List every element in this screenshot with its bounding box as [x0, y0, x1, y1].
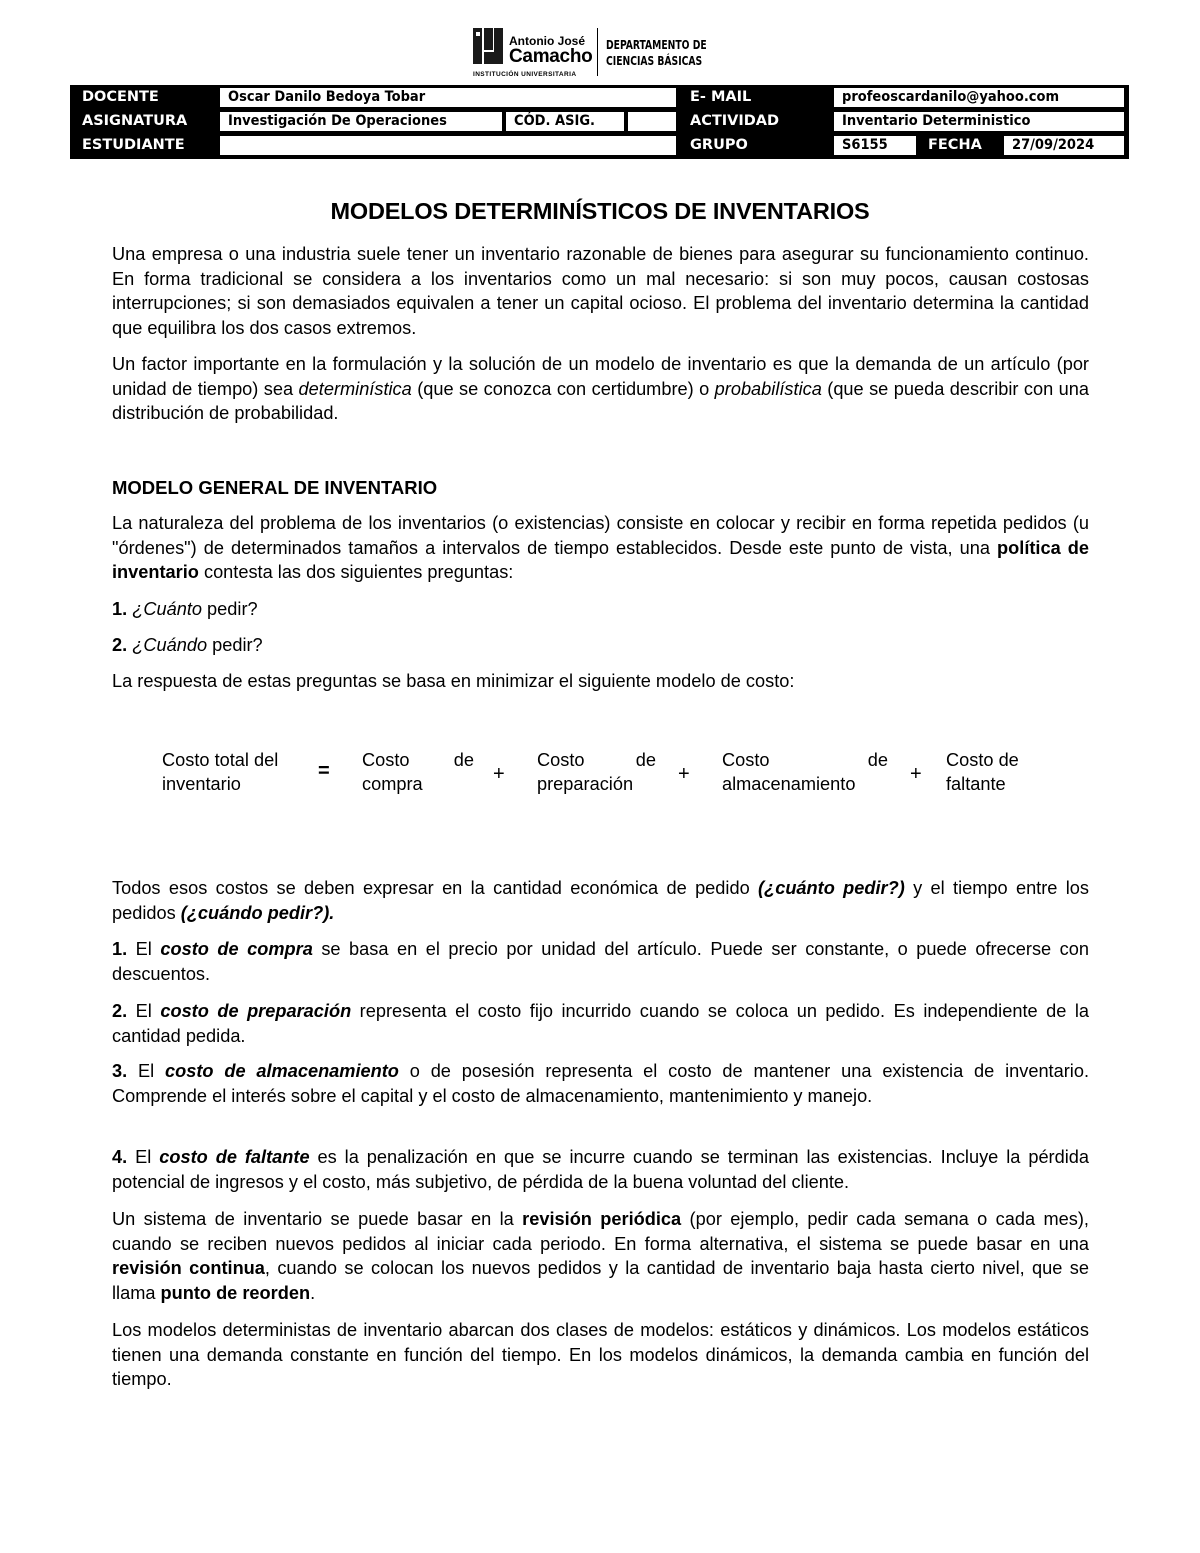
cost-2-term: costo de preparación [160, 1001, 352, 1021]
equation-term-shortage: Costo de faltante [946, 750, 1019, 794]
estudiante-value [220, 136, 676, 155]
costs-intro-text-a: Todos esos costos se deben expresar en la cantidad económica de pedido [112, 878, 759, 898]
cost-1-pre: El [127, 939, 161, 959]
closing-paragraph: Los modelos deterministas de inventario abarcan dos clases de modelos: estáticos y dinámicos. Los modelos estáticos tienen una demanda constante en función del tiempo. En los modelos dinámicos, la demanda cambia en función del tiempo. [112, 1320, 1089, 1389]
section-p1-policy: política de inventario [112, 537, 1089, 582]
grupo-label: GRUPO [690, 137, 748, 153]
equation-lhs: Costo total del inventario [162, 750, 279, 794]
costs-intro-text-c: y el tiempo entre los pedidos [112, 878, 1089, 923]
logo-name-line2: Camacho [509, 46, 593, 67]
costs-intro-how-much: (¿cuánto pedir?) [758, 878, 905, 898]
cost-2-pre: El [127, 1001, 161, 1021]
cost-4-number: 4. [112, 1147, 128, 1167]
institution-logo-icon [473, 28, 503, 68]
question-2 [112, 635, 263, 656]
cost-item-3 [112, 1059, 1089, 1108]
review-text-e: , cuando se colocan los nuevos pedidos y la cantidad de inventario baja hasta cierto nivel, que se llama [112, 1258, 1089, 1303]
cod-asig-label: CÓD. ASIG. [506, 112, 624, 131]
equation-plus-1: + [493, 763, 505, 785]
question-1-rest: pedir? [202, 599, 258, 619]
fecha-value: 27/09/2024 [1004, 136, 1124, 155]
asignatura-label: ASIGNATURA [82, 113, 188, 129]
logo-name-line1: Antonio José [509, 34, 586, 48]
answer-intro: La respuesta de estas preguntas se basa en minimizar el siguiente modelo de costo: [112, 671, 795, 691]
cost-1-term: costo de compra [160, 939, 313, 959]
review-periodic: revisión periódica [522, 1209, 682, 1229]
equation-term-holding: Costo de almacenamiento [722, 750, 888, 794]
cod-asig-value [628, 112, 676, 131]
question-1-word: ¿Cuánto [132, 599, 202, 619]
department-line1: DEPARTAMENTO DE [606, 37, 707, 52]
grupo-value: S6155 [834, 136, 916, 155]
cost-3-term: costo de almacenamiento [165, 1061, 399, 1081]
email-label: E- MAIL [690, 89, 752, 105]
institution-logo [473, 26, 733, 78]
intro-paragraph-2 [112, 352, 1089, 426]
cost-item-4 [112, 1145, 1089, 1194]
equation-plus-2: + [678, 763, 690, 785]
docente-label: DOCENTE [82, 89, 159, 105]
cost-3-pre: El [127, 1061, 165, 1081]
asignatura-value: Investigación De Operaciones [220, 112, 502, 131]
review-paragraph [112, 1207, 1089, 1305]
question-1 [112, 599, 258, 620]
course-info-table [70, 85, 1129, 159]
cost-4-text: es la penalización en que se incurre cuando se terminan las existencias. Incluye la pérdida potencial de ingresos y el costo, más subjetivo, de pérdida de la buena voluntad del cliente. [112, 1147, 1090, 1192]
intro-paragraph-1: Una empresa o una industria suele tener un inventario razonable de bienes para asegurar su funcionamiento continuo. En forma tradicional se considera a los inventarios como un mal necesario: si son muy pocos, causan costosas interrupciones; si son demasiados equivalen a tener un capital ocioso. El problema del inventario determina la cantidad que equilibra los dos casos extremos. [112, 244, 1089, 338]
actividad-value: Inventario Deterministico [834, 112, 1124, 131]
cost-3-number: 3. [112, 1061, 128, 1081]
logo-tagline: INSTITUCIÓN UNIVERSITARIA [473, 71, 577, 78]
section-paragraph-1 [112, 511, 1089, 585]
review-text-g: . [310, 1282, 316, 1303]
cost-2-text: representa el costo fijo incurrido cuando se coloca un pedido. Es independiente de la cantidad pedida. [112, 1001, 1089, 1046]
email-value: profeoscardanilo@yahoo.com [834, 88, 1124, 107]
cost-4-term: costo de faltante [159, 1147, 310, 1167]
cost-4-pre: El [127, 1147, 160, 1167]
cost-3-text: o de posesión representa el costo de mantener una existencia de inventario. Comprende el interés sobre el capital y el costo de almacenamiento, mantenimiento y manejo. [112, 1061, 1089, 1106]
cost-2-number: 2. [112, 1001, 128, 1021]
fecha-label: FECHA [928, 137, 982, 153]
question-2-number: 2. [112, 635, 128, 655]
section-p1-text-a: La naturaleza del problema de los inventarios (o existencias) consiste en colocar y recibir en forma repetida pedidos (u "órdenes") de determinados tamaños a intervalos de tiempo establecidos. Desde este punto de vista, una [112, 513, 1089, 558]
intro-p2-probabilistic: probabilística [714, 378, 822, 399]
cost-item-2 [112, 999, 1089, 1048]
equation-term-setup: Costo de preparación [537, 750, 656, 794]
review-continuous: revisión continua [112, 1258, 265, 1278]
cost-item-1 [112, 937, 1089, 986]
intro-p2-text-c: (que se conozca con certidumbre) o [411, 378, 715, 399]
costs-intro-paragraph [112, 876, 1089, 925]
costs-intro-when: (¿cuándo pedir?). [180, 902, 335, 923]
intro-p2-text-a: Un factor importante en la formulación y la solución de un modelo de inventario es que la demanda de un artículo (por unidad de tiempo) sea [112, 354, 1089, 399]
actividad-label: ACTIVIDAD [690, 113, 780, 129]
section-heading: MODELO GENERAL DE INVENTARIO [112, 477, 438, 498]
docente-value: Oscar Danilo Bedoya Tobar [220, 88, 676, 107]
logo-divider [597, 28, 598, 76]
intro-p2-deterministic: determinística [298, 378, 412, 399]
equation-equals: = [318, 760, 330, 782]
question-2-word: ¿Cuándo [132, 635, 208, 655]
cost-1-number: 1. [112, 939, 128, 959]
question-2-rest: pedir? [207, 635, 263, 655]
equation-plus-3: + [910, 763, 922, 785]
review-text-a: Un sistema de inventario se puede basar en la [112, 1209, 523, 1229]
review-reorder-point: punto de reorden [160, 1282, 311, 1303]
estudiante-label: ESTUDIANTE [82, 137, 185, 153]
document-title: MODELOS DETERMINÍSTICOS DE INVENTARIOS [330, 198, 870, 224]
department-line2: CIENCIAS BÁSICAS [606, 53, 703, 68]
question-1-number: 1. [112, 599, 128, 619]
section-p1-text-c: contesta las dos siguientes preguntas: [198, 562, 514, 582]
cost-1-text: se basa en el precio por unidad del artículo. Puede ser constante, o puede ofrecerse con descuentos. [112, 939, 1089, 984]
intro-p2-text-e: (que se pueda describir con una distribución de probabilidad. [112, 378, 1089, 423]
equation-term-purchase: Costo de compra [362, 750, 474, 794]
review-text-c: (por ejemplo, pedir cada semana o cada mes), cuando se reciben nuevos pedidos al iniciar cada periodo. En forma alternativa, el sistema se puede basar en una [112, 1209, 1089, 1254]
